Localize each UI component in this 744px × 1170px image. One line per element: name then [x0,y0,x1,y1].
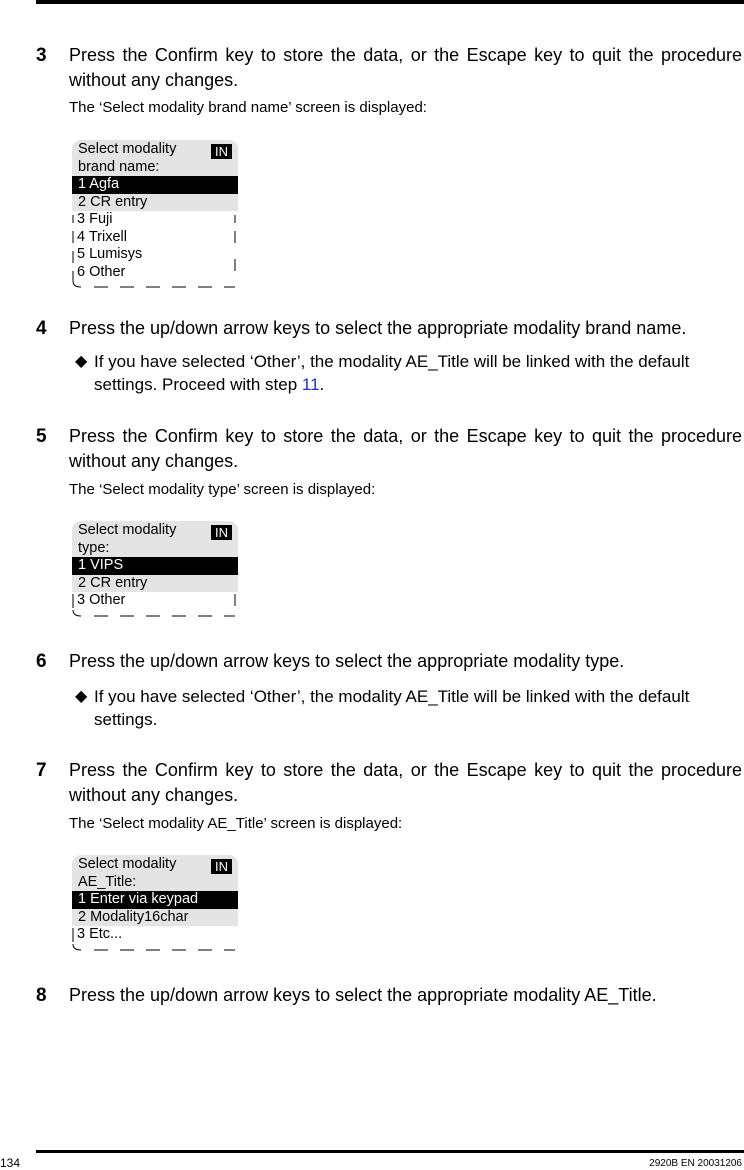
screen-panel [72,140,238,211]
step-number: 8 [36,985,47,1006]
step-7 [36,758,742,808]
input-mode-badge: IN [211,859,232,874]
list-item[interactable]: 3 Fuji [77,211,113,227]
step-3 [36,43,742,93]
step-text: Press the up/down arrow keys to select the appropriate modality brand name. [69,318,687,338]
step-text: Press the Confirm key to store the data, or the Escape key to quit the procedure without any changes. [69,426,742,471]
list-item[interactable]: 2 Modality16char [78,908,189,925]
screen-panel [72,521,238,592]
screen-title [72,522,238,557]
selected-option[interactable]: 1 VIPS [72,557,238,575]
step-number: 6 [36,651,47,672]
screen-title-line2: type: [78,539,110,556]
step-number: 3 [36,45,47,66]
selected-option[interactable]: 1 Enter via keypad [72,891,238,909]
step-8 [36,983,742,1008]
screen-overflow [72,926,236,944]
page-number: 134 [0,1156,21,1170]
screen-overflow [72,592,236,610]
step-text: Press the Confirm key to store the data, or the Escape key to quit the procedure without any changes. [69,45,742,90]
screen-bottom-edge [72,944,238,956]
overflow-frame [72,926,238,944]
input-mode-badge: IN [211,144,232,159]
overflow-frame [72,592,238,610]
note-other-brand [75,350,735,396]
screen-bottom-edge [72,610,238,622]
screen-title [72,856,238,891]
screen-title [72,141,238,176]
bottom-rule [36,1150,744,1153]
screen-title-line1: Select modality [78,856,177,872]
note-text: If you have selected ‘Other’, the modality AE_Title will be linked with the default settings. [94,687,690,729]
diamond-bullet-icon: ◆ [75,353,88,370]
caption-brand-screen: The ‘Select modality brand name’ screen is displayed: [69,99,427,116]
step-number: 4 [36,318,47,339]
screen-title-line1: Select modality [78,141,177,157]
list-item[interactable]: 5 Lumisys [77,246,143,262]
screen-brand-name [72,140,238,293]
step-4 [36,316,742,341]
list-item[interactable]: 3 Other [77,592,126,608]
note-text [94,350,735,396]
step-text: Press the up/down arrow keys to select the appropriate modality AE_Title. [69,985,657,1005]
list-item[interactable]: 2 CR entry [78,193,148,210]
input-mode-badge: IN [211,525,232,540]
note-text-main: If you have selected ‘Other’, the modality AE_Title will be linked with the default settings. Proceed with step [94,352,690,394]
selected-option[interactable]: 1 Agfa [72,176,238,194]
diamond-bullet-icon: ◆ [75,688,88,705]
list-item[interactable]: 2 CR entry [78,574,148,591]
step-11-link[interactable]: 11 [301,375,320,394]
top-rule [36,0,744,4]
caption-type-screen: The ‘Select modality type’ screen is displayed: [69,481,376,498]
step-text: Press the Confirm key to store the data, or the Escape key to quit the procedure without any changes. [69,760,742,805]
screen-modality-type [72,521,238,622]
screen-overflow [72,211,236,281]
list-item[interactable]: 3 Etc... [77,926,123,942]
screen-panel [72,855,238,926]
step-text: Press the up/down arrow keys to select the appropriate modality type. [69,651,625,671]
screen-title-line2: brand name: [78,158,160,175]
caption-aetitle-screen: The ‘Select modality AE_Title’ screen is displayed: [69,815,403,832]
screen-bottom-edge [72,281,238,293]
step-number: 7 [36,760,47,781]
screen-title-line1: Select modality [78,522,177,538]
note-text-end: . [319,375,325,394]
document-code: 2920B EN 20031206 [649,1158,742,1169]
step-5 [36,424,742,474]
overflow-frame [72,211,238,283]
list-item[interactable]: 6 Other [77,263,126,280]
list-item[interactable]: 4 Trixell [77,228,127,245]
note-other-type [75,685,735,731]
screen-title-line2: AE_Title: [78,873,137,890]
step-number: 5 [36,426,47,447]
step-6 [36,649,742,674]
screen-ae-title [72,855,238,956]
